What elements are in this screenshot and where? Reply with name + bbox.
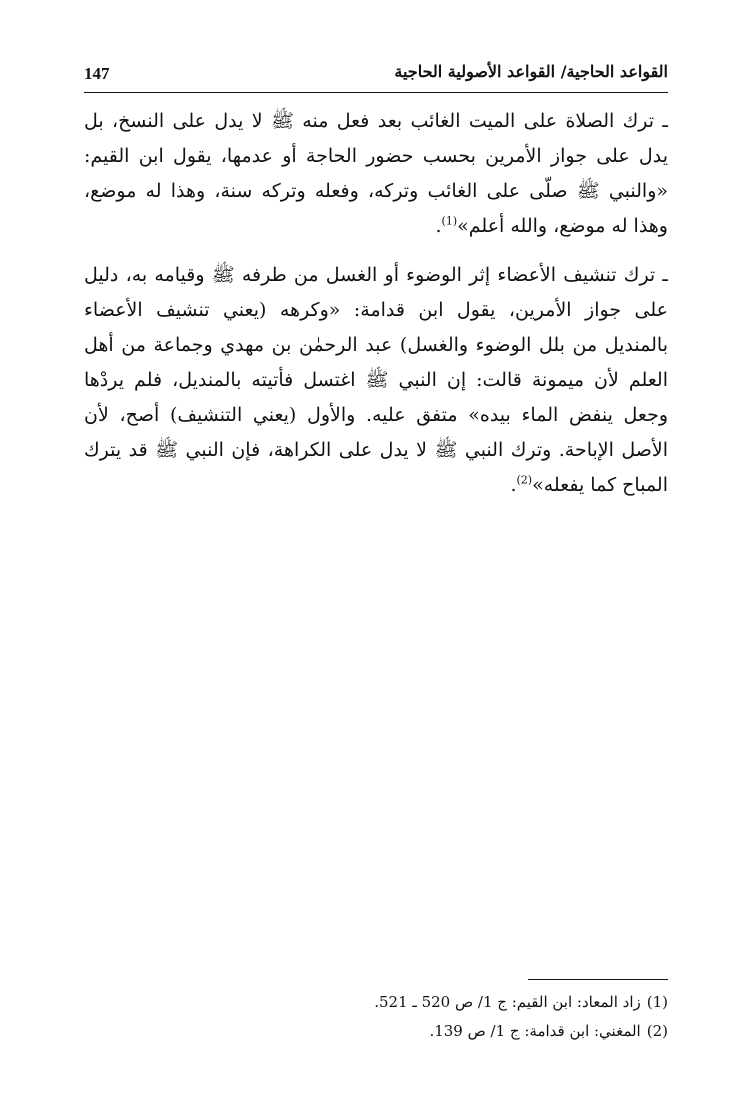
footnote-number: (2) (646, 1022, 668, 1040)
page-header (84, 58, 668, 93)
paragraph-text: ـ ترك تنشيف الأعضاء إثر الوضوء أو الغسل من طرفه ﷺ وقيامه به، دليل على جواز الأمرين، يقول ابن قدامة: «وكرهه (يعني تنشيف الأعضاء بالمنديل من بلل الوضوء والغسل) عبد الرحمٰن بن مهدي وجماعة من أهل العلم لأن ميمونة قالت: إن النبي ﷺ اغتسل فأتيته بالمنديل، فلم يردْها وجعل ينفض الماء بيده» متفق عليه. والأول (يعني التنشيف) أصح، لأن الأصل الإباحة. وترك النبي ﷺ لا يدل على الكراهة، فإن النبي ﷺ قد يترك المباح كما يفعله» (84, 264, 668, 496)
paragraph-prayer-absent (84, 104, 668, 244)
footnote-divider (528, 979, 668, 980)
footnote-text: زاد المعاد: ابن القيم: ج 1/ ص 520 ـ 521. (374, 993, 641, 1011)
page-number: 147 (84, 64, 110, 83)
footnote-1 (84, 988, 668, 1017)
footnote-text: المغني: ابن قدامة: ج 1/ ص 139. (429, 1022, 641, 1040)
running-title: القواعد الحاجية/ القواعد الأصولية الحاجية (394, 62, 668, 81)
main-text (84, 104, 668, 517)
paragraph-text: ـ ترك الصلاة على الميت الغائب بعد فعل منه ﷺ لا يدل على النسخ، بل يدل على جواز الأمرين بحسب حضور الحاجة أو عدمها، يقول ابن القيم: «والنبي ﷺ صلّى على الغائب وتركه، وفعله وتركه سنة، وهذا له موضع، وهذا له موضع، والله أعلم» (84, 110, 668, 237)
paragraph-tail: . (435, 215, 442, 237)
paragraph-drying-limbs (84, 258, 668, 503)
footnote-ref-2: (2) (516, 473, 533, 487)
footnote-ref-1: (1) (441, 214, 458, 228)
footnote-number: (1) (646, 993, 668, 1011)
footnote-2 (84, 1017, 668, 1046)
paragraph-tail: . (510, 474, 517, 496)
footnotes (84, 988, 668, 1046)
